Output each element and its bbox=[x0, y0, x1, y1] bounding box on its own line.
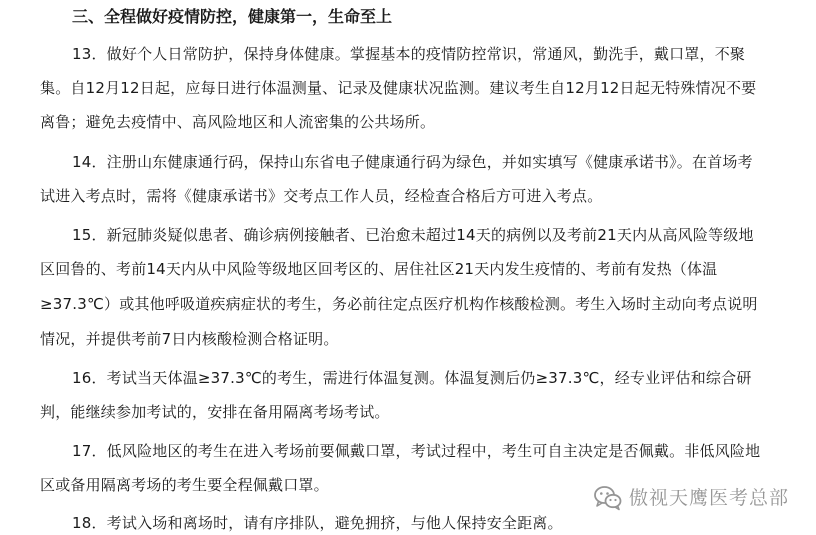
section-heading: 三、全程做好疫情防控，健康第一，生命至上 bbox=[72, 7, 393, 26]
paragraph-17-line-1: 17．低风险地区的考生在进入考场前要佩戴口罩，考试过程中，考生可自主决定是否佩戴。非低风险地 bbox=[72, 442, 761, 460]
paragraph-17-line-2: 区或备用隔离考场的考生要全程佩戴口罩。 bbox=[40, 476, 329, 494]
paragraph-15-line-2: 区回鲁的、考前14天内从中风险等级地区回考区的、居住社区21天内发生疫情的、考前有发热（体温 bbox=[40, 260, 718, 278]
paragraph-15-line-4: 情况，并提供考前7日内核酸检测合格证明。 bbox=[40, 330, 339, 348]
paragraph-15-line-1: 15．新冠肺炎疑似患者、确诊病例接触者、已治愈未超过14天的病例以及考前21天内从高风险等级地 bbox=[72, 226, 754, 244]
paragraph-16-line-2: 判，能继续参加考试的，安排在备用隔离考场考试。 bbox=[40, 403, 390, 421]
paragraph-15-line-3: ≥37.3℃）或其他呼吸道疾病症状的考生，务必前往定点医疗机构作核酸检测。考生入场时主动向考点说明 bbox=[40, 295, 758, 313]
paragraph-14-line-1: 14．注册山东健康通行码，保持山东省电子健康通行码为绿色，并如实填写《健康承诺书》。在首场考 bbox=[72, 153, 753, 171]
paragraph-13-line-2: 集。自12月12日起，应每日进行体温测量、记录及健康状况监测。建议考生自12月12日起无特殊情况不要 bbox=[40, 79, 757, 97]
paragraph-13-line-1: 13．做好个人日常防护，保持身体健康。掌握基本的疫情防控常识，常通风，勤洗手，戴口罩，不聚 bbox=[72, 45, 746, 63]
paragraph-16-line-1: 16．考试当天体温≥37.3℃的考生，需进行体温复测。体温复测后仍≥37.3℃，经专业评估和综合研 bbox=[72, 369, 752, 387]
paragraph-14-line-2: 试进入考点时，需将《健康承诺书》交考点工作人员，经检查合格后方可进入考点。 bbox=[40, 187, 603, 205]
paragraph-13-line-3: 离鲁；避免去疫情中、高风险地区和人流密集的公共场所。 bbox=[40, 113, 436, 131]
watermark-text: 傲视天鹰医考总部 bbox=[629, 487, 790, 509]
wechat-icon bbox=[593, 484, 623, 512]
watermark bbox=[593, 482, 789, 514]
paragraph-18-line-1: 18．考试入场和离场时，请有序排队，避免拥挤，与他人保持安全距离。 bbox=[72, 514, 563, 532]
